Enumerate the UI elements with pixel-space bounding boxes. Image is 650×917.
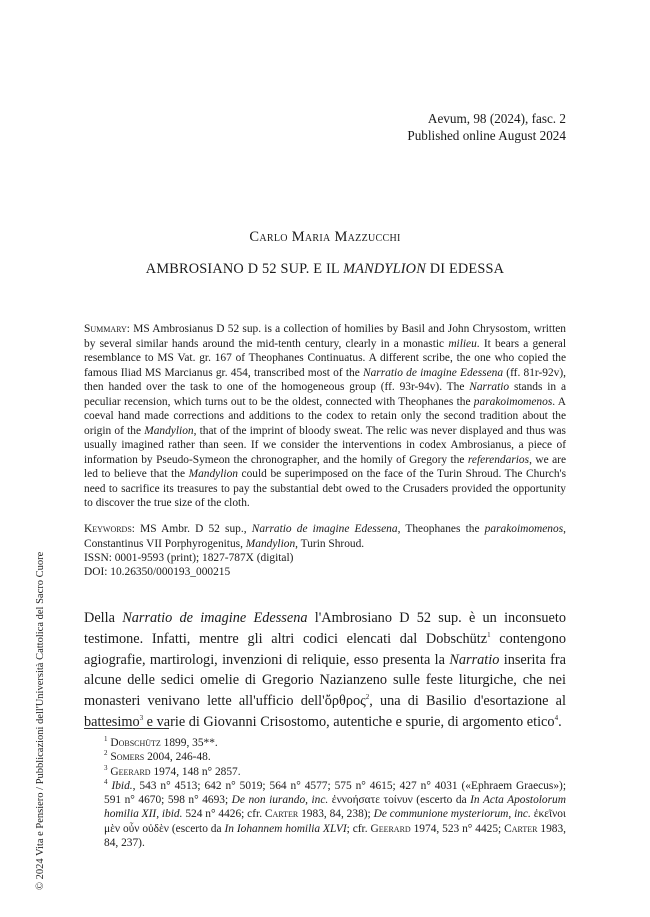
- footnotes: [84, 736, 566, 850]
- body-text: .: [558, 713, 562, 730]
- footnote-number: 1: [104, 735, 108, 744]
- footnote-italic: De communione mysteriorum, inc.: [373, 808, 531, 821]
- body-italic: Narratio: [449, 651, 500, 668]
- footnote-number: 3: [104, 763, 108, 772]
- footnote-author: Dobschütz: [110, 737, 161, 749]
- footnote-italic: In Iohannem homilia XLVI: [224, 822, 347, 835]
- footnote-text: 1899, 35**.: [160, 737, 218, 749]
- body-text: inserita fra alcune delle sedici omelie di Gregorio Nazianzeno sulle feste liturgiche, che nei monasteri venivano lette all'ufficio dell'ὄρθρος: [84, 651, 566, 710]
- article-title: [0, 261, 650, 278]
- footnote: [84, 750, 566, 764]
- footnote-text: ; cfr.: [346, 822, 371, 835]
- author-name: Carlo Maria Mazzucchi: [249, 229, 401, 245]
- keywords-text: , Constantinus VII Porphyrogenitus,: [84, 523, 566, 550]
- summary-text: . It bears a general resemblance to MS Vat. gr. 167 of Theophanes Continuatus. A different scribe, the one who copied the famous Iliad MS Marcianus gr. 454, transcribed most of the: [84, 337, 566, 379]
- summary-text: could be superimposed on the face of the Turin Shroud. The Church's need to sacrifice its treasures to pay the substantial debt owed to the Crusaders provided the opportunity to discover the true size of the cloth.: [84, 468, 566, 509]
- summary-italic: Narratio: [469, 381, 510, 393]
- footnote-italic: De non iurando, inc.: [231, 794, 329, 807]
- keywords-italic: parakoimomenos: [484, 523, 564, 535]
- summary-italic: parakoimomenos: [473, 395, 553, 408]
- footnote-text: 1974, 148 n° 2857.: [150, 765, 241, 778]
- summary-text: , we are led to believe that the: [84, 453, 566, 480]
- footnote-ref: 3: [139, 714, 144, 723]
- published-date: Published online August 2024: [407, 128, 566, 143]
- footnote-author: Geerard: [370, 822, 411, 835]
- summary-italic: Mandylion: [144, 424, 194, 437]
- journal-issue: Aevum, 98 (2024), fasc. 2: [427, 111, 566, 126]
- keywords-label: Keywords:: [84, 523, 135, 535]
- issn: ISSN: 0001-9593 (print); 1827-787X (digital): [84, 552, 294, 564]
- footnote-divider: [84, 728, 169, 729]
- keywords-text: , Theophanes the: [397, 523, 485, 535]
- title-part: AMBROSIANO D 52 SUP. E IL: [145, 261, 344, 277]
- summary-italic: referendarios: [467, 453, 530, 466]
- summary-text: . A coeval hand made corrections and additions to the codex to retain only the second tradition about the origin of the: [84, 395, 566, 437]
- keywords-text: , Turin Shroud.: [295, 537, 365, 550]
- body-italic: Narratio de imagine Edessena: [122, 610, 308, 626]
- summary-text: stands in a peculiar recension, which turns out to be the oldest, connected with Theophanes the: [84, 381, 566, 408]
- footnote-text: 524 n° 4426; cfr.: [182, 808, 265, 821]
- keywords-italic: Mandylion: [245, 537, 296, 550]
- body-text: Della: [84, 610, 123, 626]
- copyright-sidebar: © 2024 Vita e Pensiero / Pubblicazioni dell'Università Cattolica del Sacro Cuore: [35, 551, 46, 890]
- title-italic: MANDYLION: [343, 261, 426, 277]
- body-text: e varie di Giovanni Crisostomo, autentiche e spurie, di argomento etico: [143, 713, 555, 730]
- doi: DOI: 10.26350/000193_000215: [84, 566, 231, 578]
- journal-header: [407, 110, 566, 144]
- keywords: [84, 522, 566, 551]
- footnote-text: 1974, 523 n° 4425;: [410, 822, 505, 835]
- body-text: contengono agiografie, martirologi, invenzioni di reliquie, esso presenta la: [84, 630, 566, 668]
- keywords-italic: Narratio de imagine Edessena: [251, 523, 398, 535]
- footnote-text: 2004, 246-48.: [144, 751, 211, 764]
- footnote-italic: Ibid.: [111, 779, 133, 792]
- footnote-number: 4: [104, 778, 108, 787]
- footnote: [84, 736, 566, 750]
- footnote-author: Geerard: [110, 765, 151, 778]
- footnote: [84, 779, 566, 850]
- summary-italic: milieu: [448, 337, 477, 350]
- summary-label: Summary:: [84, 323, 130, 335]
- title-part: DI EDESSA: [425, 261, 505, 277]
- summary-text: MS Ambrosianus D 52 sup. is a collection of homilies by Basil and John Chrysostom, written by several similar hands around the mid-tenth century, clearly in a monastic: [84, 323, 566, 350]
- footnote-author: Carter: [504, 822, 538, 835]
- footnote-text: , 543 n° 4513; 642 n° 5019; 564 n° 4577; 575 n° 4615; 427 n° 4031 («Ephraem Graecus»); 591 n° 4670; 598 n° 4693;: [104, 779, 566, 807]
- summary-text: , that of the imprint of bloody sweat. The relic was never displayed and thus was usually imagined rather than seen. If we consider the interventions in codex Ambrosianus, a piece of information by Pseudo-Symeon the chronographer, and the homily of Gregory the: [84, 424, 566, 466]
- footnote-ref: 1: [487, 631, 491, 640]
- body-text: l'Ambrosiano D 52 sup. è un inconsueto testimone. Infatti, mentre gli altri codici elencati dal Dobschütz: [84, 610, 567, 647]
- summary-text: (ff. 81r-92v), then handed over the task to one of the homogeneous group (ff. 93r-94v). The: [84, 366, 566, 393]
- summary-abstract: [84, 322, 566, 511]
- footnote-text: ἐννοήσατε τοίνυν (escerto da: [328, 794, 471, 807]
- keywords-text: MS Ambr. D 52 sup.,: [134, 523, 252, 535]
- footnote-text: 1983, 84, 238);: [298, 808, 374, 821]
- footnote: [84, 765, 566, 779]
- body-text: , una di Basilio d'esortazione al battesimo: [84, 693, 566, 730]
- footnote-text: ἐκεῖνοι μὲν οὖν οὐδὲν (escerto da: [104, 808, 566, 835]
- summary-italic: Mandylion: [188, 468, 238, 480]
- footnote-ref: 2: [365, 693, 370, 702]
- summary-italic: Narratio de imagine Edessena: [363, 366, 504, 379]
- footnote-text: 1983, 84, 237).: [104, 822, 566, 850]
- footnote-ref: 4: [554, 714, 559, 723]
- footnote-author: Carter: [264, 808, 299, 821]
- footnote-number: 2: [104, 749, 108, 758]
- footnote-italic: In Acta Apostolorum homilia XII, ibid.: [104, 794, 566, 821]
- footnote-author: Somers: [110, 751, 145, 764]
- body-paragraph: [84, 608, 566, 733]
